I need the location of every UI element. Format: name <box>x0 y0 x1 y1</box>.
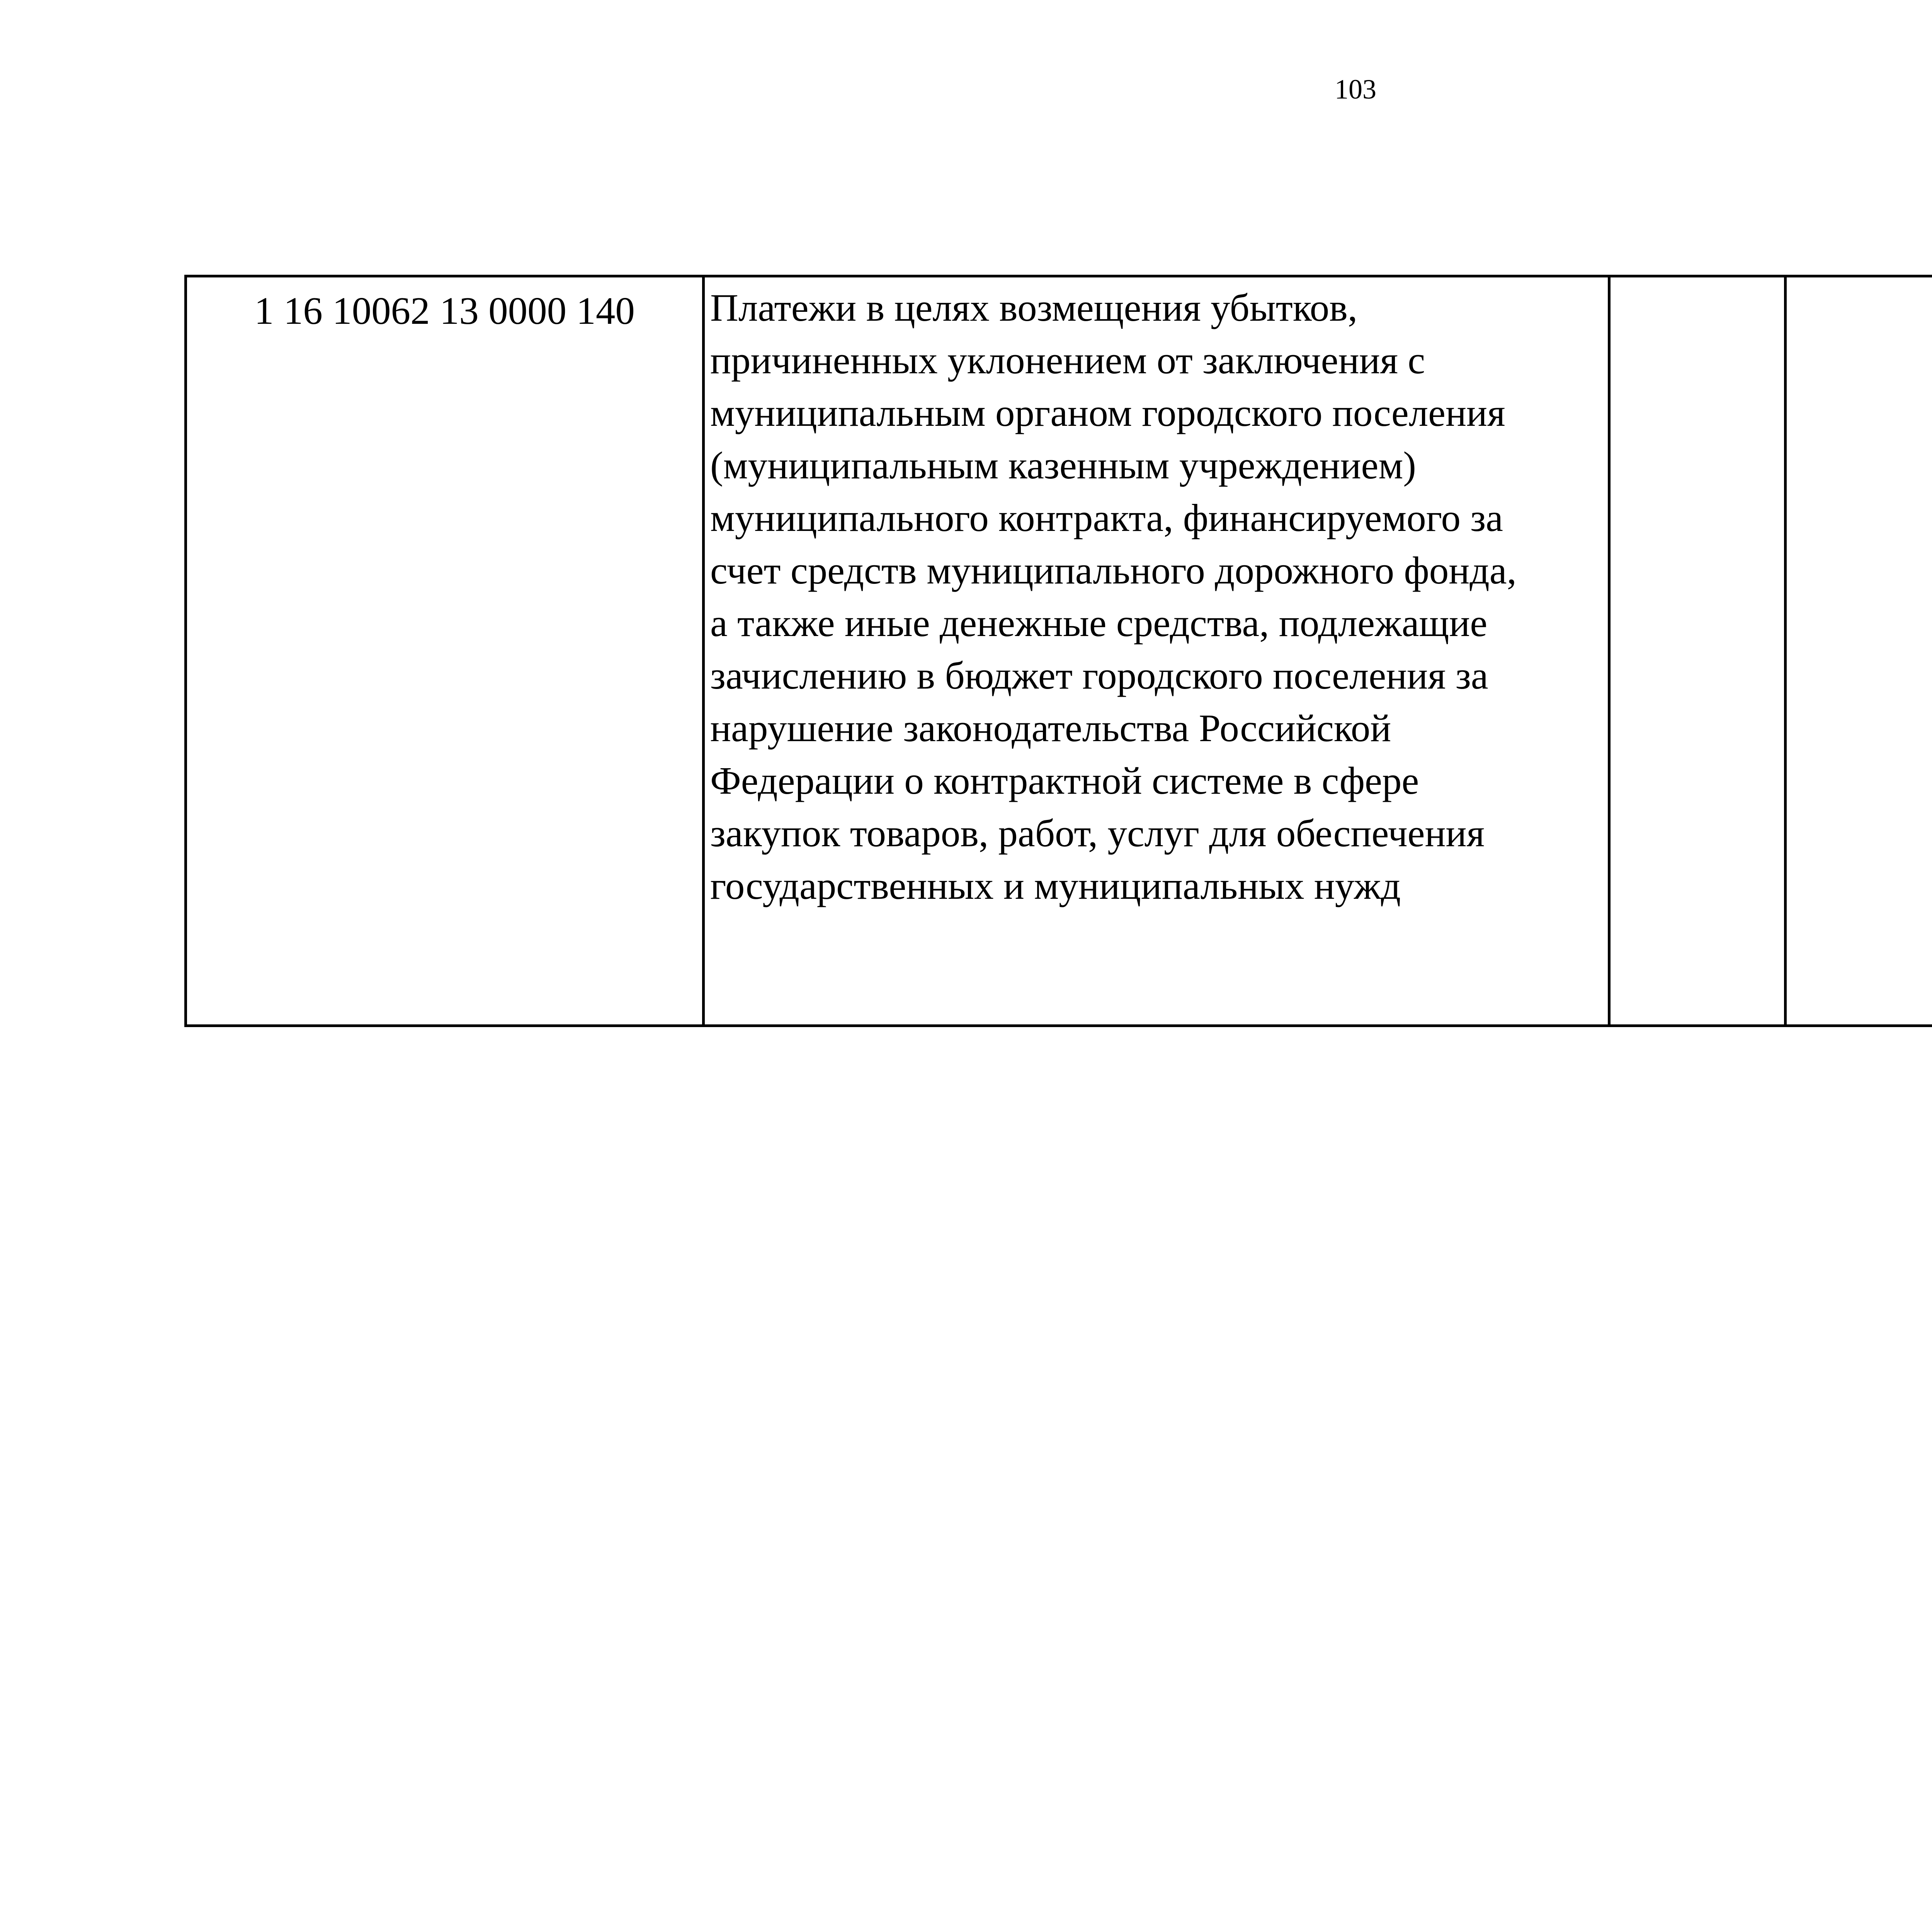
revenue-table <box>184 275 1932 1027</box>
page-number: 103 <box>1335 74 1376 105</box>
budget-classification-code-cell: 1 16 10062 13 0000 140 <box>186 276 704 1026</box>
table-row <box>186 276 1932 1026</box>
empty-cell-4 <box>1786 276 1932 1026</box>
revenue-name-cell: Платежи в целях возмещения убытков, причиненных уклонением от заключения с муниципальным органом городского поселения (муниципальным казенным учреждением) муниципального контракта, финансируемого за счет средств муниципального дорожного фонда, а также иные денежные средства, подлежащие зачислению в бюджет городского поселения за нарушение законодательства Российской Федерации о контрактной системе в сфере закупок товаров, работ, услуг для обеспечения государственных и муниципальных нужд <box>704 276 1609 1026</box>
empty-cell-3 <box>1609 276 1786 1026</box>
